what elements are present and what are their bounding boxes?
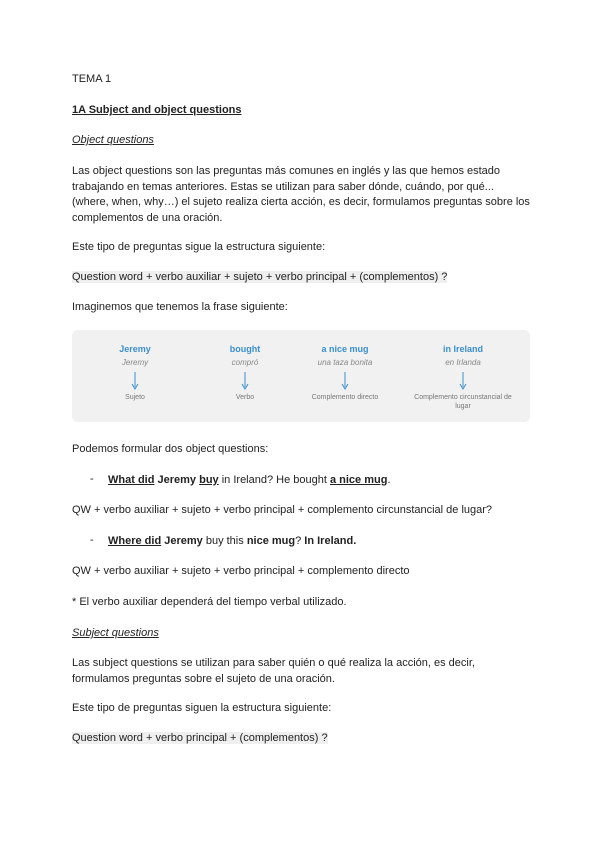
breakdown-english: Jeremy [119,344,151,354]
subject-questions-paragraph: Las subject questions se utilizan para saber quién o qué realiza la acción, es decir, formulamos preguntas sobre el sujeto de una oración. [72,657,475,685]
question-subject: Jeremy [157,474,197,486]
down-arrow-icon [459,372,467,390]
question-rest: in Ireland? He bought [218,474,330,486]
bullet-marker: - [90,534,94,546]
question-mid: buy this [202,535,247,547]
object-structure-text: Question word + verbo auxiliar + sujeto + verbo principal + (complementos) ? [72,271,448,283]
object-questions-paragraph: Las object questions son las preguntas más comunes en inglés y las que hemos estado trabajando en temas anteriores. Estas se utilizan para saber dónde, cuándo, por qué... (where, when, why…) el sujeto realiza cierta acción, es decir, formulamos preguntas sobre los complementos de una oración. [72,165,530,224]
question-verb: buy [199,474,219,486]
subject-structure-intro: Este tipo de preguntas siguen la estructura siguiente: [72,702,332,714]
auxiliary-note: * El verbo auxiliar dependerá del tiempo verbal utilizado. [72,596,347,608]
breakdown-function: Complemento directo [311,394,379,401]
breakdown-spanish: compró [231,358,259,367]
question-object: nice mug [246,535,296,547]
breakdown-english: in Ireland [442,344,483,354]
breakdown-english: bought [229,344,261,354]
object-structure-formula [72,270,447,286]
breakdown-function: Verbo [235,394,255,401]
subject-structure-formula [72,731,328,747]
breakdown-function: Sujeto [125,394,145,401]
down-arrow-icon [241,372,249,390]
example-intro: Imaginemos que tenemos la frase siguiente: [72,301,288,313]
question-subject: Jeremy [164,535,203,547]
breakdown-spanish: en Irlanda [445,358,481,367]
question-example-2 [108,534,356,550]
subject-structure-text: Question word + verbo principal + (complementos) ? [72,732,328,744]
question-end: . [387,474,391,486]
question-mark: ? [295,535,302,547]
breakdown-spanish: una taza bonita [317,358,373,367]
breakdown-function: Complemento circunstancial de lugar [414,394,512,410]
question-answer: a nice mug [329,474,388,486]
down-arrow-icon [131,372,139,390]
down-arrow-icon [341,372,349,390]
pattern-2: QW + verbo auxiliar + sujeto + verbo principal + complemento directo [72,565,410,577]
topic-label: TEMA 1 [72,73,112,85]
pattern-1: QW + verbo auxiliar + sujeto + verbo principal + complemento circunstancial de lugar? [72,504,493,516]
bullet-marker: - [90,473,94,485]
question-word: Where did [108,535,162,547]
object-questions-heading: Object questions [72,134,154,146]
section-title: 1A Subject and object questions [72,104,242,116]
question-answer: In Ireland. [301,535,357,547]
formulate-intro: Podemos formular dos object questions: [72,443,269,455]
breakdown-english: a nice mug [321,344,369,354]
subject-questions-heading: Subject questions [72,627,159,639]
sentence-breakdown-figure [72,330,530,422]
breakdown-spanish: Jeremy [121,358,149,367]
question-word: What did [108,474,155,486]
question-example-1 [108,473,391,489]
object-structure-intro: Este tipo de preguntas sigue la estructura siguiente: [72,241,326,253]
